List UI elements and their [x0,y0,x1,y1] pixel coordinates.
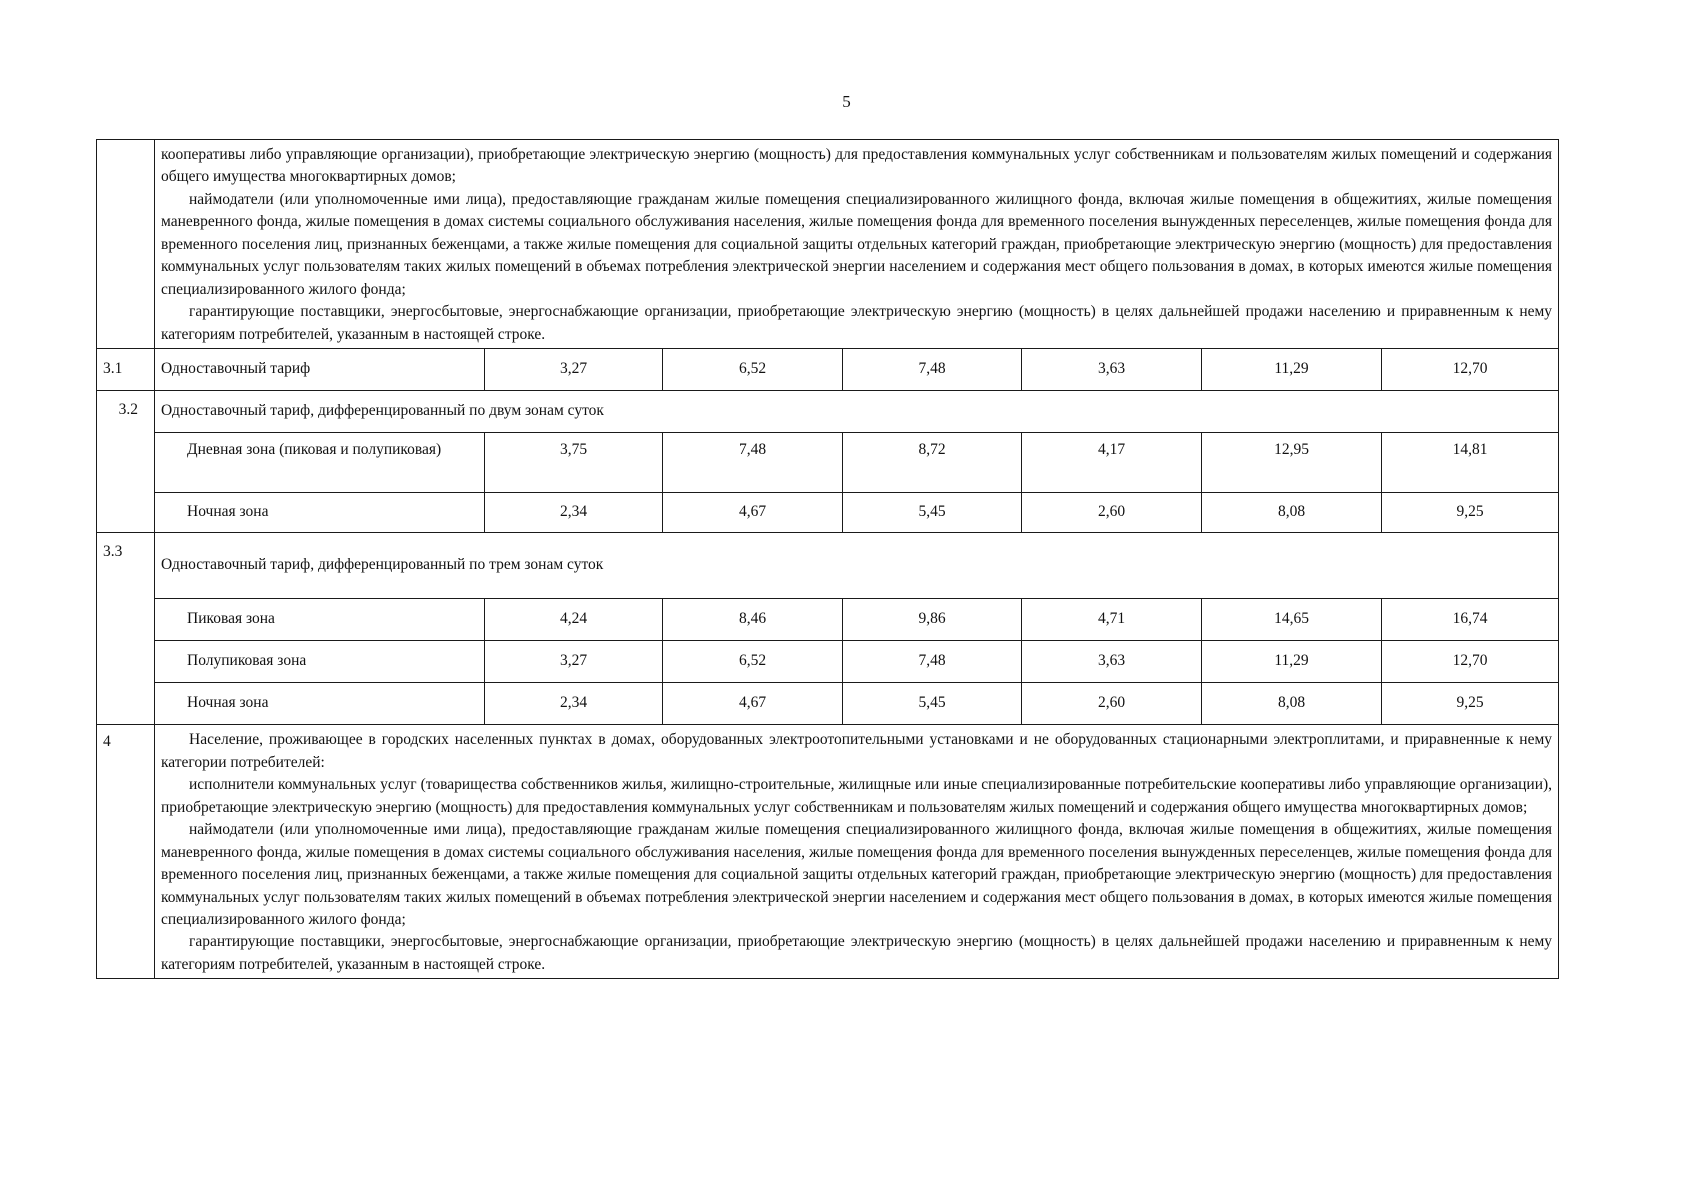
tariff-value: 3,63 [1022,349,1202,391]
tariff-value: 4,71 [1022,599,1202,641]
tariff-value: 5,45 [843,493,1022,533]
tariff-value: 2,60 [1022,683,1202,725]
tariff-value: 8,72 [843,433,1022,493]
table-row-3-3-semipeak [97,641,1559,683]
tariff-value: 16,74 [1382,599,1559,641]
tariff-value: 3,75 [485,433,663,493]
table-row-3-2-night [97,493,1559,533]
table-row-3-2 [97,391,1559,433]
table-row-3-3-night [97,683,1559,725]
row-label: Ночная зона [155,493,485,533]
table-row-3-1 [97,349,1559,391]
table-row-3-3 [97,533,1559,599]
tariff-value: 2,34 [485,493,663,533]
tariff-value: 9,86 [843,599,1022,641]
tariff-value: 8,46 [663,599,843,641]
tariff-table [96,139,1559,979]
tariff-value: 8,08 [1202,683,1382,725]
row-label: Ночная зона [155,683,485,725]
tariff-value: 12,70 [1382,641,1559,683]
tariff-value: 3,27 [485,349,663,391]
table-row-4 [97,725,1559,979]
table-row-continuation [97,140,1559,349]
tariff-value: 7,48 [843,349,1022,391]
row-label: Пиковая зона [155,599,485,641]
section-title: Одноставочный тариф, дифференцированный по двум зонам суток [155,391,1559,433]
tariff-value: 2,60 [1022,493,1202,533]
tariff-value: 3,63 [1022,641,1202,683]
tariff-value: 4,17 [1022,433,1202,493]
page-number: 5 [842,92,851,111]
row-label: Дневная зона (пиковая и полупиковая) [155,433,485,493]
tariff-value: 12,95 [1202,433,1382,493]
paragraph: гарантирующие поставщики, энергосбытовые, энергоснабжающие организации, приобретающие электрическую энергию (мощность) в целях дальнейшей продажи населению и приравненным к нему категориям потребителей, указанным в настоящей строке. [161,303,1553,343]
tariff-value: 9,25 [1382,683,1559,725]
tariff-value: 9,25 [1382,493,1559,533]
row-number: 3.1 [97,349,155,391]
tariff-value: 6,52 [663,349,843,391]
row-number-cell [97,140,155,349]
tariff-value: 6,52 [663,641,843,683]
consumer-description [155,725,1559,979]
row-label: Полупиковая зона [155,641,485,683]
tariff-value: 5,45 [843,683,1022,725]
paragraph: гарантирующие поставщики, энергосбытовые, энергоснабжающие организации, приобретающие электрическую энергию (мощность) в целях дальнейшей продажи населению и приравненным к нему категориям потребителей, указанным в настоящей строке. [161,933,1553,973]
tariff-value: 8,08 [1202,493,1382,533]
tariff-value: 7,48 [663,433,843,493]
table-row-3-2-day [97,433,1559,493]
tariff-value: 2,34 [485,683,663,725]
row-number: 3.2 [97,391,155,533]
tariff-value: 4,67 [663,683,843,725]
row-number: 4 [97,725,155,979]
tariff-value: 14,65 [1202,599,1382,641]
row-label: Одноставочный тариф [155,349,485,391]
tariff-value: 4,24 [485,599,663,641]
consumer-description [155,140,1559,349]
table-row-3-3-peak [97,599,1559,641]
tariff-value: 14,81 [1382,433,1559,493]
paragraph: наймодатели (или уполномоченные ими лица), предоставляющие гражданам жилые помещения специализированного жилищного фонда, включая жилые помещения в общежитиях, жилые помещения маневренного фонда, жилые помещения в домах системы социального обслуживания населения, жилые помещения фонда для временного поселения вынужденных переселенцев, жилые помещения фонда для временного поселения лиц, признанных беженцами, а также жилые помещения для социальной защиты отдельных категорий граждан, приобретающие электрическую энергию (мощность) для предоставления коммунальных услуг пользователям таких жилых помещений в объемах потребления электрической энергии населением и содержания мест общего пользования в домах, в которых имеются жилые помещения специализированного жилого фонда; [161,821,1553,928]
tariff-value: 12,70 [1382,349,1559,391]
section-title: Одноставочный тариф, дифференцированный по трем зонам суток [155,533,1559,599]
tariff-value: 11,29 [1202,641,1382,683]
row-number: 3.3 [97,533,155,725]
tariff-value: 4,67 [663,493,843,533]
tariff-value: 3,27 [485,641,663,683]
tariff-value: 11,29 [1202,349,1382,391]
paragraph: исполнители коммунальных услуг (товарищества собственников жилья, жилищно-строительные, жилищные или иные специализированные потребительские кооперативы либо управляющие организации), приобретающие электрическую энергию (мощность) для предоставления коммунальных услуг собственникам и пользователям жилых помещений и содержания общего имущества многоквартирных домов; [161,776,1553,816]
paragraph: Население, проживающее в городских населенных пунктах в домах, оборудованных электроотопительными установками и не оборудованных стационарными электроплитами, и приравненные к нему категории потребителей: [161,731,1553,771]
tariff-value: 7,48 [843,641,1022,683]
paragraph: кооперативы либо управляющие организации), приобретающие электрическую энергию (мощность) для предоставления коммунальных услуг собственникам и пользователям жилых помещений и содержания общего имущества многоквартирных домов; [161,146,1553,186]
paragraph: наймодатели (или уполномоченные ими лица), предоставляющие гражданам жилые помещения специализированного жилищного фонда, включая жилые помещения в общежитиях, жилые помещения маневренного фонда, жилые помещения в домах системы социального обслуживания населения, жилые помещения фонда для временного поселения вынужденных переселенцев, жилые помещения фонда для временного поселения лиц, признанных беженцами, а также жилые помещения для социальной защиты отдельных категорий граждан, приобретающие электрическую энергию (мощность) для предоставления коммунальных услуг пользователям таких жилых помещений в объемах потребления электрической энергии населением и содержания мест общего пользования в домах, в которых имеются жилые помещения специализированного жилого фонда; [161,190,1553,298]
